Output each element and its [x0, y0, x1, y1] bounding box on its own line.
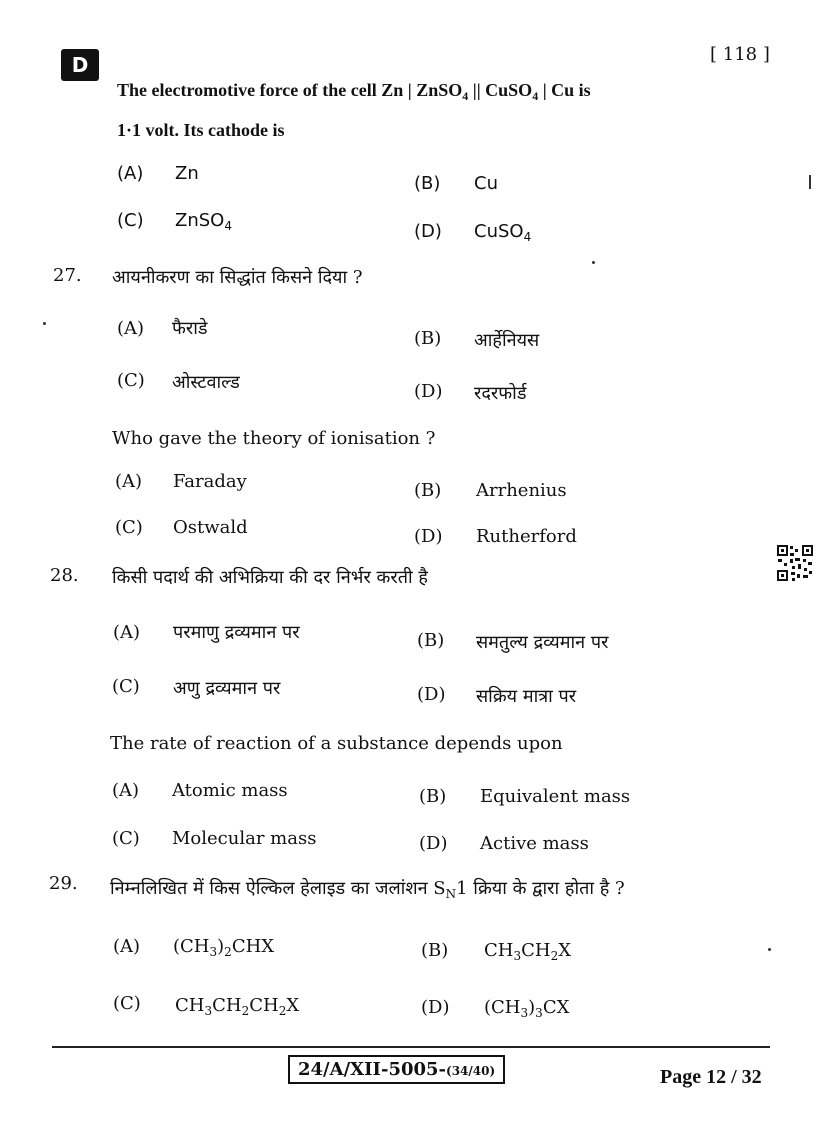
- q29-option-c-text: $CH_3CH_2CH_2X$: [175, 995, 300, 1018]
- q28-hi-option-d-text: सक्रिय मात्रा पर: [476, 686, 577, 707]
- q27-hi-option-a-text: फैराडे: [172, 318, 208, 339]
- page-number: Page 12 / 32: [660, 1066, 762, 1088]
- q26-option-d-label: (D): [414, 221, 442, 242]
- q27-hi-option-b-text: आर्हेनियस: [474, 330, 540, 351]
- q27-en-option-a-label: (A): [115, 471, 143, 492]
- q27-hi-option-b-label: (B): [414, 328, 442, 349]
- section-badge: D: [61, 49, 99, 81]
- q26-option-a-label: (A): [117, 163, 144, 184]
- q29-option-d-text: $(CH_3)_3CX$: [484, 997, 570, 1020]
- q28-hi-option-b-text: समतुल्य द्रव्यमान पर: [476, 632, 609, 653]
- scan-mark: [809, 175, 811, 189]
- q28-en-option-c-label: (C): [112, 828, 140, 849]
- q27-hi-option-c-text: ओस्टवाल्ड: [172, 372, 240, 393]
- q27-en-option-c-label: (C): [115, 517, 143, 538]
- q29-option-c-label: (C): [113, 993, 141, 1014]
- q29-option-b-label: (B): [421, 940, 449, 961]
- q28-en-option-a-text: Atomic mass: [172, 780, 288, 801]
- q27-en-option-d-label: (D): [414, 526, 443, 547]
- q28-hi-option-a-text: परमाणु द्रव्यमान पर: [173, 622, 300, 643]
- q27-en-option-a-text: Faraday: [173, 471, 247, 492]
- q28-en-option-c-text: Molecular mass: [172, 828, 317, 849]
- q28-hi-option-d-label: (D): [417, 684, 446, 705]
- q27-number: 27.: [53, 265, 82, 286]
- q28-en-option-d-label: (D): [419, 833, 448, 854]
- q28-hi-option-c-label: (C): [112, 676, 140, 697]
- paper-code: 24/A/XII-5005-(34/40): [288, 1055, 505, 1084]
- q29-stem-hindi: निम्नलिखित में किस ऐल्किल हेलाइड का जलांशन $S_N1$ क्रिया के द्वारा होता है ?: [110, 878, 625, 901]
- q26-option-b-text: Cu: [474, 173, 498, 194]
- q28-hi-option-c-text: अणु द्रव्यमान पर: [173, 678, 281, 699]
- q28-stem-english: The rate of reaction of a substance depends upon: [110, 733, 563, 754]
- q26-stem-line2: 1·1 volt. Its cathode is: [117, 120, 285, 140]
- q28-number: 28.: [50, 565, 79, 586]
- q26-stem-line1: The electromotive force of the cell Zn | ZnSO$_4$ || CuSO$_4$ | Cu is: [117, 80, 591, 103]
- scan-speck: [43, 322, 46, 325]
- q27-en-option-b-label: (B): [414, 480, 442, 501]
- q26-option-d-text: CuSO$_4$: [474, 221, 532, 244]
- q27-en-option-b-text: Arrhenius: [476, 480, 567, 501]
- q26-option-b-label: (B): [414, 173, 441, 194]
- q27-hi-option-d-text: रदरफोर्ड: [474, 383, 527, 404]
- q27-hi-option-a-label: (A): [117, 318, 145, 339]
- scan-speck: [592, 261, 595, 264]
- q27-stem-hindi: आयनीकरण का सिद्धांत किसने दिया ?: [112, 267, 363, 288]
- q28-hi-option-a-label: (A): [113, 622, 141, 643]
- q29-option-a-text: $(CH_3)_2CHX$: [173, 936, 275, 959]
- q27-hi-option-d-label: (D): [414, 381, 443, 402]
- qr-code-icon: [776, 544, 814, 582]
- q28-stem-hindi: किसी पदार्थ की अभिक्रिया की दर निर्भर करती है: [112, 567, 428, 588]
- q29-option-d-label: (D): [421, 997, 450, 1018]
- q28-hi-option-b-label: (B): [417, 630, 445, 651]
- q29-number: 29.: [49, 873, 78, 894]
- q29-option-a-label: (A): [113, 936, 141, 957]
- q27-en-option-c-text: Ostwald: [173, 517, 248, 538]
- q29-option-b-text: $CH_3CH_2X$: [484, 940, 572, 963]
- q27-hi-option-c-label: (C): [117, 370, 145, 391]
- q26-option-a-text: Zn: [175, 163, 199, 184]
- scan-speck: [768, 948, 771, 951]
- q26-option-c-text: ZnSO$_4$: [175, 210, 232, 233]
- q28-en-option-b-label: (B): [419, 786, 447, 807]
- page-reference: [ 118 ]: [710, 44, 770, 65]
- q27-en-option-d-text: Rutherford: [476, 526, 577, 547]
- q28-en-option-b-text: Equivalent mass: [480, 786, 631, 807]
- q28-en-option-a-label: (A): [112, 780, 140, 801]
- q26-option-c-label: (C): [117, 210, 144, 231]
- footer-rule: [52, 1046, 770, 1048]
- q28-en-option-d-text: Active mass: [480, 833, 589, 854]
- q27-stem-english: Who gave the theory of ionisation ?: [112, 428, 436, 449]
